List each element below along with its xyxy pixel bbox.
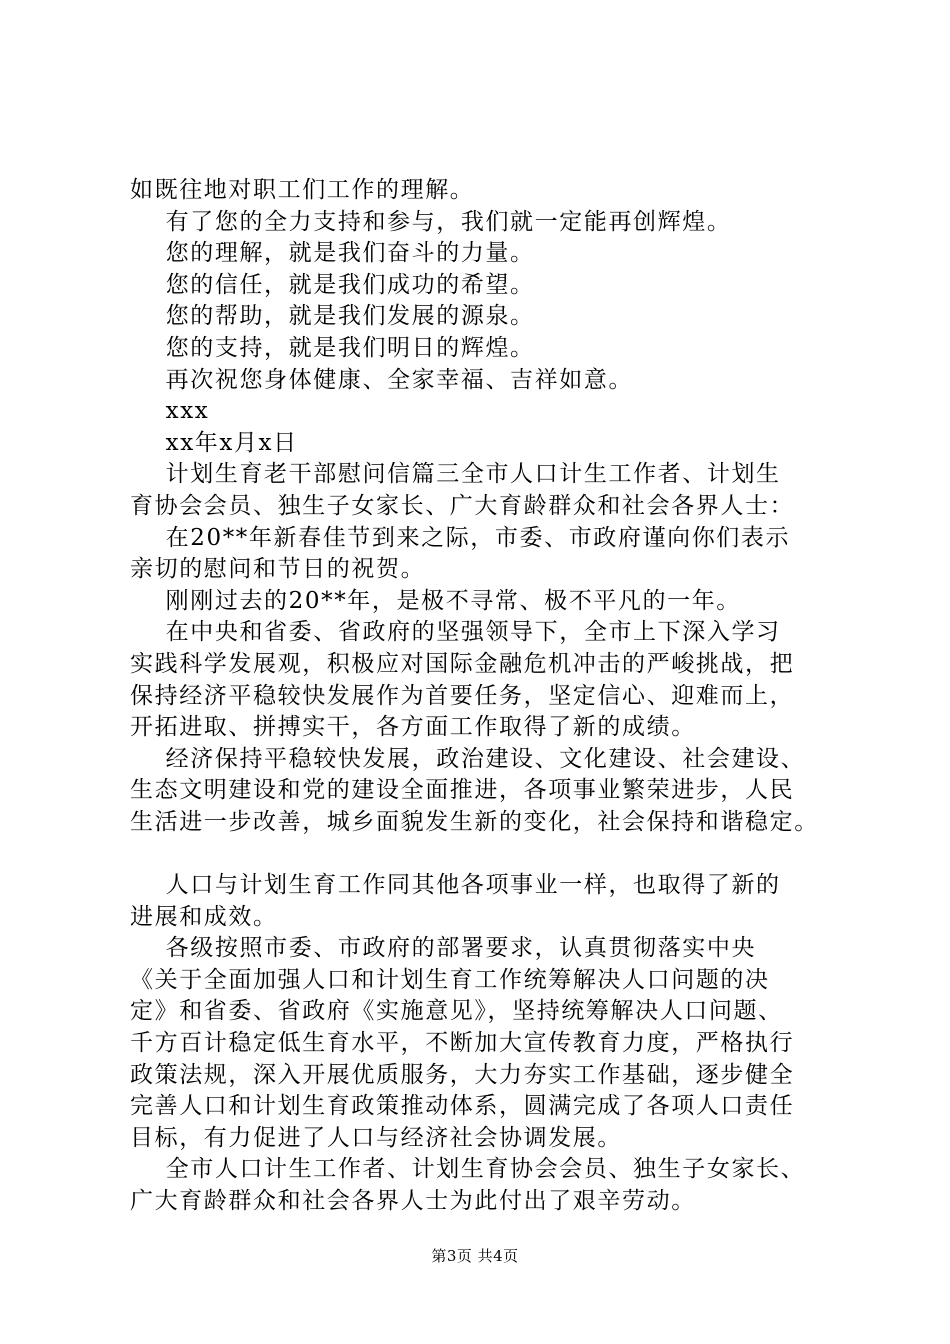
text-line: 生态文明建设和党的建设全面推进，各项事业繁荣进步，人民 <box>130 777 795 804</box>
page-footer: 第3页 共4页 <box>431 1247 519 1265</box>
text-line: 保持经济平稳较快发展作为首要任务，坚定信心、迎难而上， <box>130 682 795 709</box>
text-line: 进展和成效。 <box>130 903 278 930</box>
text-line: 育协会会员、独生子女家长、广大育龄群众和社会各界人士： <box>130 492 795 519</box>
text-line: 亲切的慰问和节日的祝贺。 <box>130 556 426 583</box>
text-line: 实践科学发展观，积极应对国际金融危机冲击的严峻挑战，把 <box>130 650 795 677</box>
text-line <box>130 838 830 870</box>
text-line: 政策法规，深入开展优质服务，大力夯实工作基础，逐步健全 <box>130 1061 795 1088</box>
text-line: 开拓进取、拼搏实干，各方面工作取得了新的成绩。 <box>130 714 696 741</box>
text-line: xx年x月x日 <box>130 429 298 456</box>
text-line: 您的信任，就是我们成功的希望。 <box>130 271 535 298</box>
text-line: 千方百计稳定低生育水平，不断加大宣传教育力度，严格执行 <box>130 1030 795 1057</box>
text-line: 在20**年新春佳节到来之际，市委、市政府谨向你们表示 <box>130 524 791 551</box>
text-line: 刚刚过去的20**年，是极不寻常、极不平凡的一年。 <box>130 587 741 614</box>
text-line: 完善人口和计划生育政策推动体系，圆满完成了各项人口责任 <box>130 1093 795 1120</box>
text-line: 定》和省委、省政府《实施意见》，坚持统筹解决人口问题、 <box>130 998 783 1025</box>
text-line: 再次祝您身体健康、全家幸福、吉祥如意。 <box>130 366 634 393</box>
text-line: 《关于全面加强人口和计划生育工作统筹解决人口问题的决 <box>130 966 770 993</box>
text-line: 经济保持平稳较快发展，政治建设、文化建设、社会建设、 <box>130 745 806 772</box>
text-line: 目标，有力促进了人口与经济社会协调发展。 <box>130 1124 622 1151</box>
document-body <box>130 175 830 1218</box>
text-line: xxx <box>130 398 210 425</box>
text-line: 您的支持，就是我们明日的辉煌。 <box>130 334 535 361</box>
text-line: 全市人口计生工作者、计划生育协会会员、独生子女家长、 <box>130 1156 806 1183</box>
text-line: 生活进一步改善，城乡面貌发生新的变化，社会保持和谐稳定。 <box>130 808 819 835</box>
text-line: 计划生育老干部慰问信篇三全市人口计生工作者、计划生 <box>130 461 781 488</box>
text-line: 您的理解，就是我们奋斗的力量。 <box>130 240 535 267</box>
text-line: 有了您的全力支持和参与，我们就一定能再创辉煌。 <box>130 208 732 235</box>
text-line: 广大育龄群众和社会各界人士为此付出了艰辛劳动。 <box>130 1188 696 1214</box>
text-line: 人口与计划生育工作同其他各项事业一样，也取得了新的 <box>130 872 781 899</box>
text-line: 如既往地对职工们工作的理解。 <box>130 177 475 203</box>
text-line: 您的帮助，就是我们发展的源泉。 <box>130 303 535 330</box>
text-line: 在中央和省委、省政府的坚强领导下，全市上下深入学习 <box>130 619 781 646</box>
text-line: 各级按照市委、市政府的部署要求，认真贯彻落实中央 <box>130 935 757 962</box>
